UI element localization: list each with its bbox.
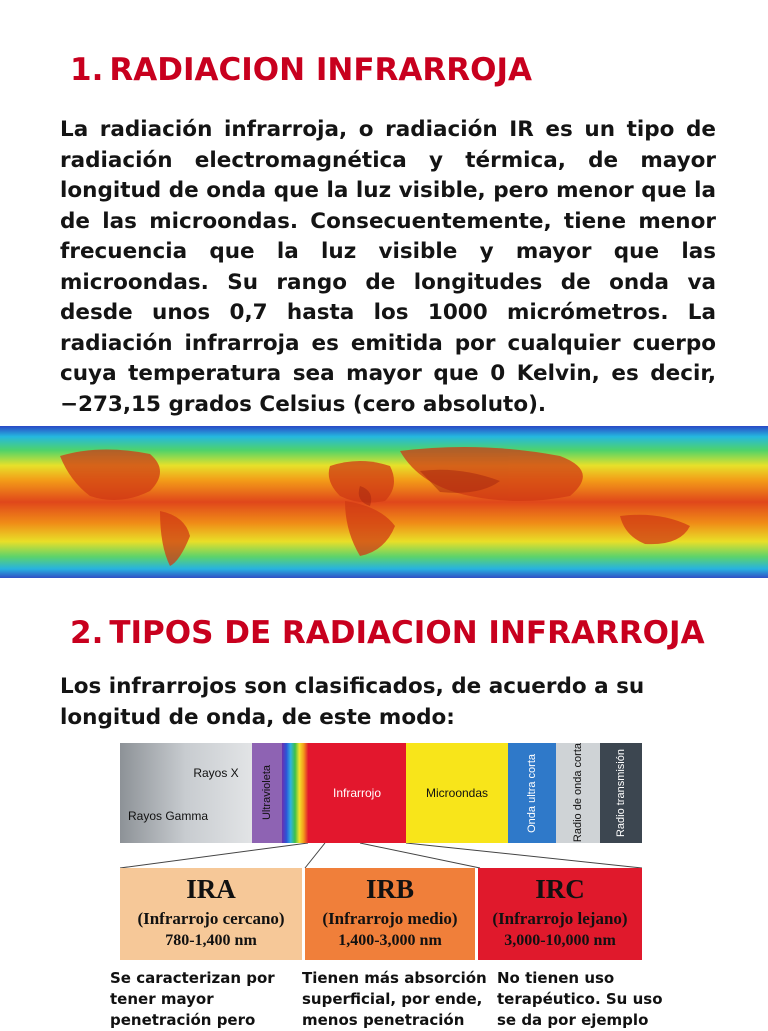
irb-box [305, 868, 475, 960]
gamma-label: Rayos Gamma [128, 809, 209, 823]
section1-number: 1. [70, 52, 104, 88]
section2-title: TIPOS DE RADIACION INFRARROJA [109, 615, 705, 651]
ira-subtitle: (Infrarrojo cercano) [137, 909, 285, 928]
uv-band [252, 743, 282, 843]
irc-description: No tienen uso terapéutico. Su uso se da por ejemplo [497, 969, 663, 1029]
ira-range: 780-1,400 nm [165, 932, 257, 949]
irb-subtitle: (Infrarrojo medio) [322, 909, 458, 928]
irb-range: 1,400-3,000 nm [338, 932, 442, 949]
irc-range: 3,000-10,000 nm [504, 932, 616, 949]
xray-label-area [180, 743, 252, 803]
radio-band [600, 743, 642, 843]
ir-label: Infrarrojo [332, 786, 382, 800]
ultra-short-band [508, 743, 556, 843]
xray-label: Rayos X [193, 766, 239, 780]
irc-subtitle: (Infrarrojo lejano) [492, 909, 628, 928]
section2-number: 2. [70, 615, 104, 651]
section1-heading [70, 52, 532, 88]
infrared-world-map [0, 426, 768, 578]
section2-heading [70, 615, 705, 651]
ir-band [308, 743, 406, 843]
ira-description: Se caracterizan por tener mayor penetración pero [110, 969, 275, 1029]
ultra-short-label: Onda ultra corta [526, 753, 538, 833]
section2-paragraph: Los infrarrojos son clasificados, de acuerdo a su longitud de onda, de este modo: [60, 674, 645, 730]
shortwave-band [556, 743, 600, 843]
uv-label: Ultravioleta [261, 765, 273, 821]
ira-title: IRA [186, 874, 236, 904]
irb-title: IRB [365, 874, 414, 904]
microwave-label: Microondas [425, 786, 489, 800]
section1-title: RADIACION INFRARROJA [109, 52, 532, 88]
ira-box [120, 868, 302, 960]
spectrum-connector-lines [120, 843, 642, 870]
irb-description: Tienen más absorción superficial, por ende, menos penetración [302, 969, 487, 1029]
section1-paragraph: La radiación infrarroja, o radiación IR es un tipo de radiación electromagnética y térmica, de mayor longitud de onda que la luz visible, pero menor que la de las microondas. Consecuentemente, tiene menor frecuencia que la luz visible y mayor que las microondas. Su rango de longitudes de onda va desde unos 0,7 hasta los 1000 micrómetros. La radiación infrarroja es emitida por cualquier cuerpo cuya temperatura sea mayor que 0 Kelvin, es decir, −273,15 grados Celsius (cero absoluto). [60, 117, 716, 417]
microwave-band [406, 743, 508, 843]
visible-band [282, 743, 308, 843]
shortwave-label: Radio de onda corta [572, 743, 584, 843]
irc-title: IRC [535, 874, 585, 904]
irc-box [478, 868, 642, 960]
radio-label: Radio transmisión [615, 748, 627, 838]
electromagnetic-spectrum [120, 743, 642, 843]
